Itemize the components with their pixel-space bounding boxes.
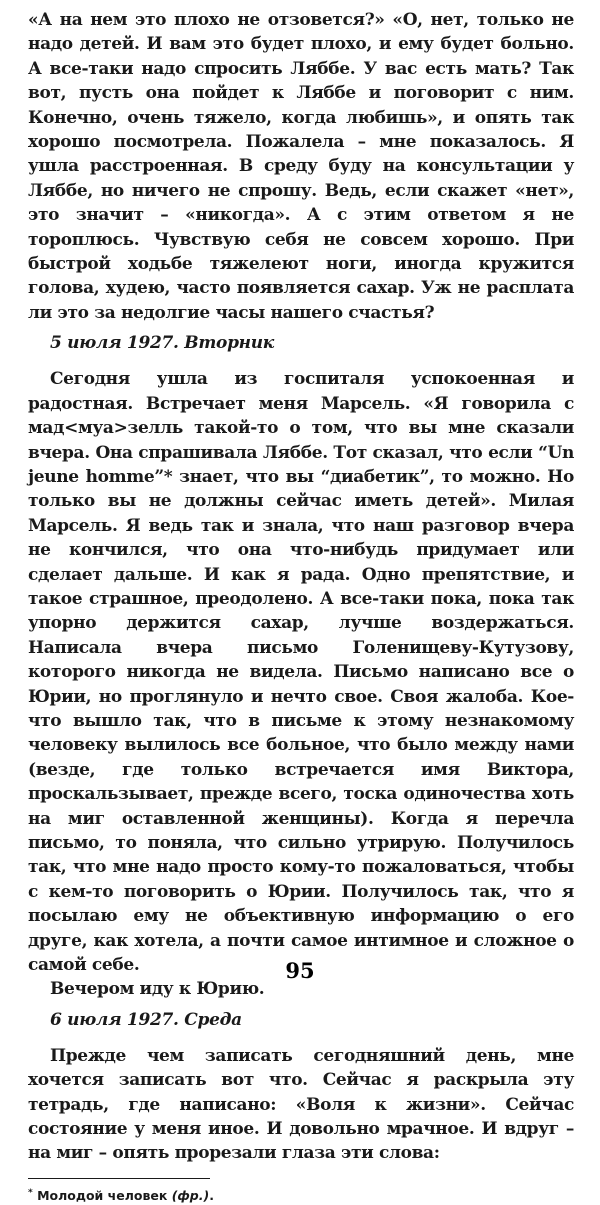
diary-date-heading-1: 5 июля 1927. Вторник xyxy=(50,333,275,354)
footnote-marker: * xyxy=(28,1187,33,1198)
paragraph-2: Сегодня ушла из госпиталя успокоенная и радостная. Встречает меня Марсель. «Я говорила с мад<муа>зелль такой-то о том, что вы мне сказали вчера. Она спрашивала Ляббе. Тот сказал, что если “Un jeune homme”* знает, что вы “диабетик”, то можно. Но только вы не должны сейчас иметь детей». Милая Марсель. Я ведь так и знала, что наш разговор вчера не кончился, что она что-нибудь придумает или сделает дальше. И как я рада. Одно препятствие, и такое страшное, преодолено. А все-таки пока, пока так упорно держится сахар, лучше воздержаться. Написала вчера письмо Голенищеву-Кутузову, которого никогда не видела. Письмо написано все о Юрии, но проглянуло и нечто свое. Своя жалоба. Кое-что вышло так, что в письме к этому незнакомому человеку вылилось все больное, что было между нами (везде, где только встречается имя Виктора, проскальзывает, прежде всего, тоска одиночества хоть на миг оставленной женщины). Когда я перечла письмо, то поняла, что сильно утрирую. Получилось так, что мне надо просто кому-то пожаловаться, чтобы с кем-то поговорить о Юрии. Получилось так, что я посылаю ему не объективную информацию о его друге, как хотела, а почти самое интимное и сложное о самой себе. xyxy=(28,369,574,976)
footnote-end: . xyxy=(209,1188,214,1204)
paragraph-4: Прежде чем записать сегодняшний день, мне хочется записать вот что. Сейчас я раскрыла эту тетрадь, где написано: «Воля к жизни». Сейчас состояние у меня иное. И довольно мрачное. И вдруг – на миг – опять прорезали глаза эти слова: xyxy=(28,1045,574,1164)
paragraph-1: «А на нем это плохо не отзовется?» «О, нет, только не надо детей. И вам это будет плохо, и ему будет больно. А все-таки надо спросить Ляббе. У вас есть мать? Так вот, пусть она пойдет к Ляббе и поговорит с ним. Конечно, очень тяжело, когда любишь», и опять так хорошо посмотрела. Пожалела – мне показалось. Я ушла расстроенная. В среду буду на консультации у Ляббе, но ничего не спрошу. Ведь, если скажет «нет», это значит – «никогда». А с этим ответом я не тороплюсь. Чувствую себя не совсем хорошо. При быстрой ходьбе тяжелеют ноги, иногда кружится голова, худею, часто появляется сахар. Уж не расплата ли это за недолгие часы нашего счастья? xyxy=(28,10,574,323)
footnote-text: Молодой человек xyxy=(37,1188,168,1204)
footnote xyxy=(28,1184,574,1205)
footnote-language: (фр.) xyxy=(171,1188,210,1204)
diary-date-heading-2: 6 июля 1927. Среда xyxy=(50,1009,242,1030)
footnote-divider xyxy=(28,1178,210,1179)
page-number: 95 xyxy=(285,958,315,983)
paragraph-3: Вечером иду к Юрию. xyxy=(50,979,265,1000)
